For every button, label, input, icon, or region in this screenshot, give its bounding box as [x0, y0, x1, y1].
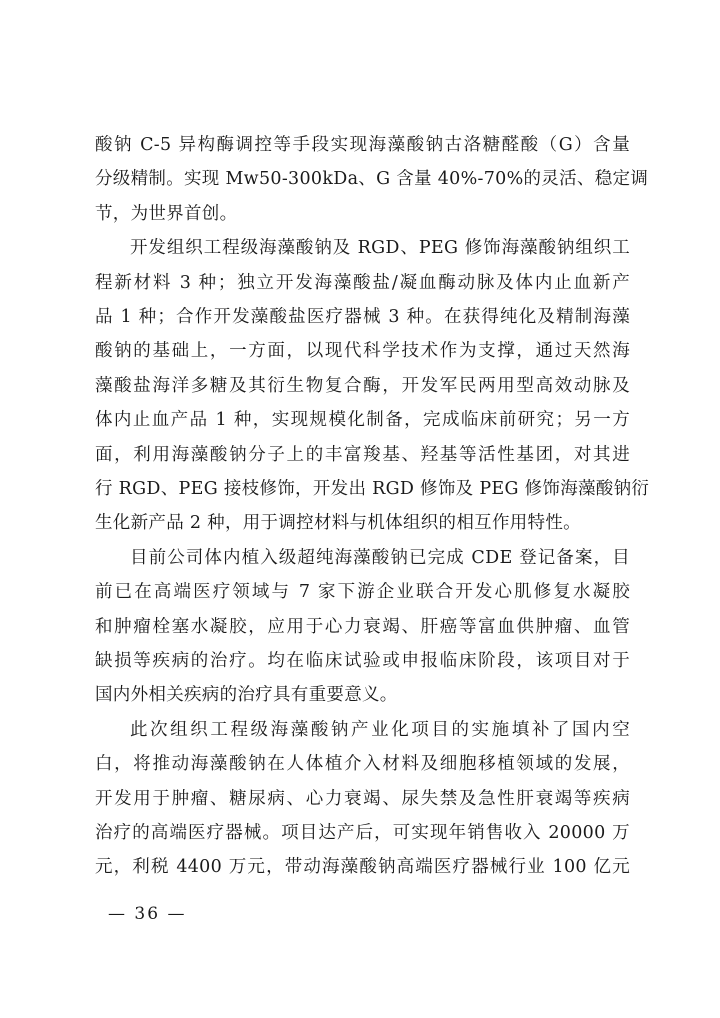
text-line: 生化新产品 2 种，用于调控材料与机体组织的相互作用特性。 — [95, 513, 581, 534]
text-line: 目前公司体内植入级超纯海藻酸钠已完成 CDE 登记备案，目 — [130, 547, 630, 568]
text-line: 节，为世界首创。 — [95, 203, 238, 224]
text-line: 缺损等疾病的治疗。均在临床试验或申报临床阶段，该项目对于 — [95, 651, 630, 671]
text-line: 国内外相关疾病的治疗具有重要意义。 — [95, 685, 398, 706]
text-line: 开发组织工程级海藻酸钠及 RGD、PEG 修饰海藻酸钠组织工 — [130, 238, 630, 259]
text-line: 白，将推动海藻酸钠在人体植介入材料及细胞移植领域的发展， — [95, 754, 630, 775]
page-number: — 36 — — [108, 904, 187, 924]
text-line: 酸钠的基础上，一方面，以现代科学技术作为支撑，通过天然海 — [95, 341, 630, 362]
text-line: 治疗的高端医疗器械。项目达产后，可实现年销售收入 20000 万 — [95, 823, 630, 843]
text-line: 行 RGD、PEG 接枝修饰，开发出 RGD 修饰及 PEG 修饰海藻酸钠衍 — [95, 479, 650, 499]
text-line: 前已在高端医疗领域与 7 家下游企业联合开发心肌修复水凝胶 — [95, 582, 630, 603]
text-line: 程新材料 3 种；独立开发海藻酸盐/凝血酶动脉及体内止血新产 — [95, 272, 630, 293]
text-line: 品 1 种；合作开发藻酸盐医疗器械 3 种。在获得纯化及精制海藻 — [95, 307, 630, 327]
text-line: 藻酸盐海洋多糖及其衍生物复合酶，开发军民两用型高效动脉及 — [95, 375, 630, 396]
text-line: 和肿瘤栓塞水凝胶，应用于心力衰竭、肝癌等富血供肿瘤、血管 — [95, 616, 630, 637]
text-line: 分级精制。实现 Mw50-300kDa、G 含量 40%-70%的灵活、稳定调 — [95, 169, 649, 190]
text-line: 开发用于肿瘤、糖尿病、心力衰竭、尿失禁及急性肝衰竭等疾病 — [95, 788, 630, 809]
text-line: 酸钠 C-5 异构酶调控等手段实现海藻酸钠古洛糖醛酸（G）含量 — [95, 135, 630, 155]
text-line: 此次组织工程级海藻酸钠产业化项目的实施填补了国内空 — [130, 719, 630, 740]
text-line: 体内止血产品 1 种，实现规模化制备，完成临床前研究；另一方 — [95, 410, 630, 431]
text-line: 面，利用海藻酸钠分子上的丰富羧基、羟基等活性基团，对其进 — [95, 444, 630, 465]
text-line: 元，利税 4400 万元，带动海藻酸钠高端医疗器械行业 100 亿元 — [95, 857, 630, 878]
